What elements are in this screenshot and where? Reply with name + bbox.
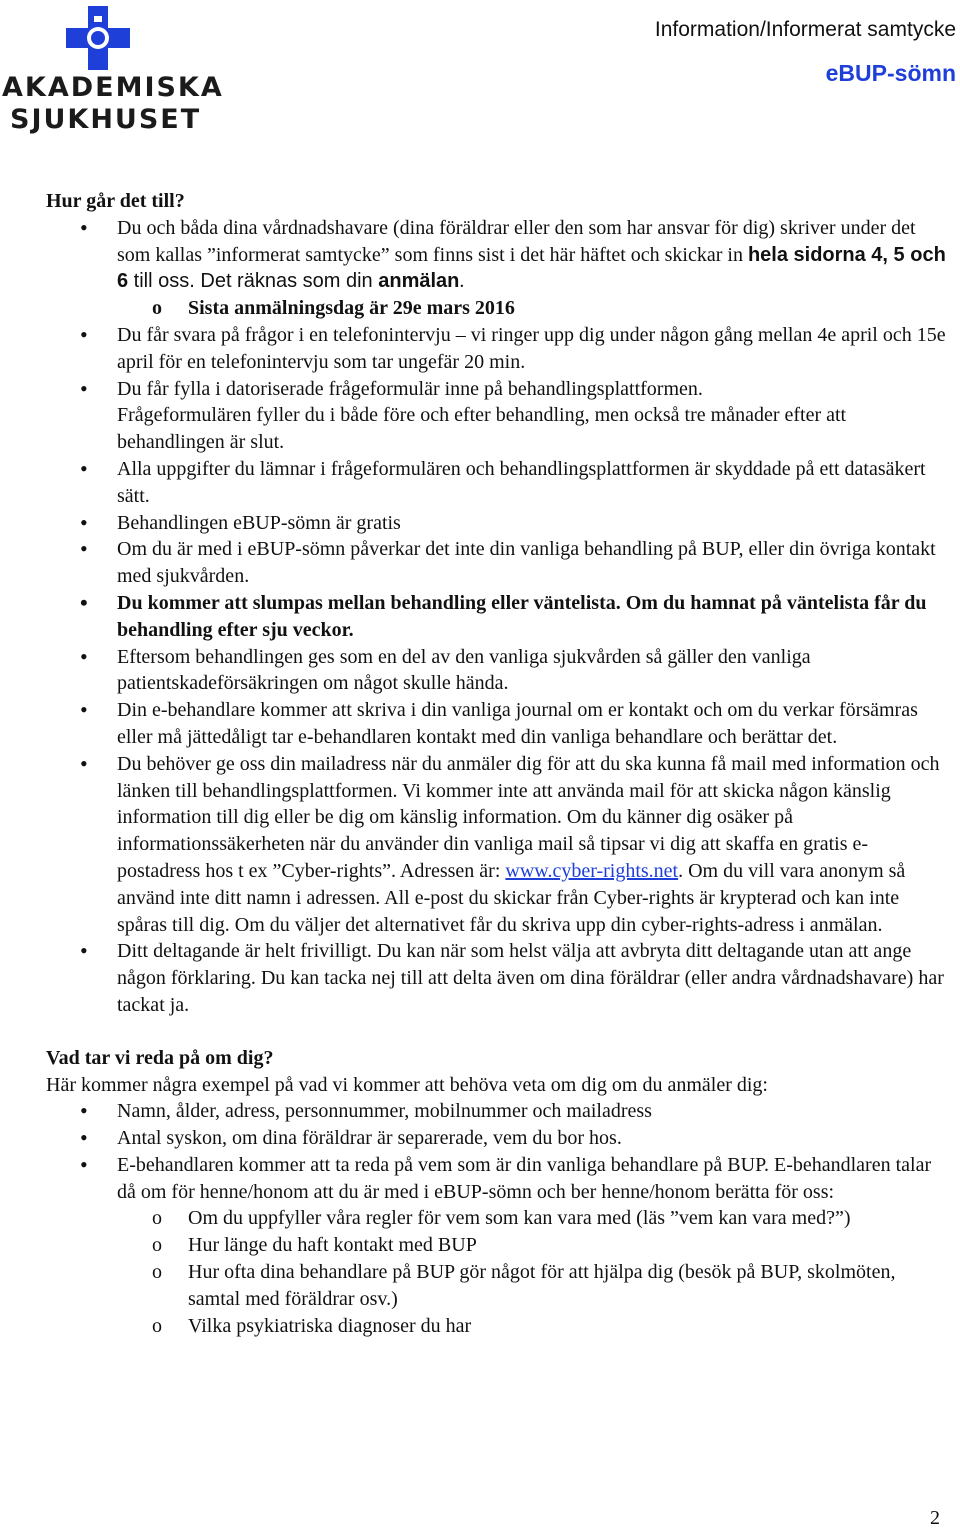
list-item: • Behandlingen eBUP-sömn är gratis [46,510,946,537]
list-item [46,590,946,644]
text: till oss. [128,270,201,293]
text: Du behöver ge oss din mailadress när du anmäler dig för att du ska kunna få mail med information och länken till behandlingsplattformen. Vi kommer inte att använda mail för att skicka någon känslig information till dig eller be dig om känslig information. Om du känner dig osäker på informationssäkerheten när du använder din vanliga mail så tipsar vi dig att skaffa en gratis e-postadress hos t ex ”Cyber-rights”. Adressen är: [117,752,940,882]
sub-list-item: o Vilka psykiatriska diagnoser du har [46,1313,946,1340]
list-item: • Namn, ålder, adress, personnummer, mobilnummer och mailadress [46,1098,946,1125]
list-item: • E-behandlaren kommer att ta reda på vem som är din vanliga behandlare på BUP. E-behandlaren talar då om för henne/honom att du är med i eBUP-sömn och ber henne/honom berätta för oss: [46,1152,946,1206]
cyber-rights-link[interactable]: www.cyber-rights.net [505,859,679,882]
section-heading-how: Hur går det till? [46,190,185,212]
text: Du och båda dina vårdnadshavare (dina föräldrar eller den som har ansvar för dig) skriver under det som kallas ”informerat samtycke” som finns sist i det här häftet och skickar in [117,216,916,266]
list-item: • Om du är med i eBUP-sömn påverkar det inte din vanliga behandling på BUP, eller din övriga kontakt med sjukvården. [46,536,946,590]
list-item [46,751,946,939]
list-paragraph: Frågeformulären fyller du i både före och efter behandling, men också tre månader efter att behandlingen är slut. [117,404,847,454]
text: Om du hamnat på väntelista får du behandling efter sju veckor. [117,591,927,641]
list-item [46,215,946,295]
bold-pages: hela sidorna 4, 5 och 6 [117,243,946,293]
logo-text-line1: AKADEMISKA [2,72,224,103]
sub-list-item: o Hur ofta dina behandlare på BUP gör något för att hjälpa dig (besök på BUP, skolmöten, samtal med föräldrar osv.) [46,1259,946,1313]
text: Du kommer att slumpas mellan behandling eller väntelista. [117,591,621,614]
cross-emblem-icon [66,6,130,70]
how-list [46,215,946,1019]
header-title: Information/Informerat samtycke [654,18,956,41]
text: Det räknas som din [200,270,379,293]
header-brand: eBUP-sömn [825,60,956,86]
list-item: • Ditt deltagande är helt frivilligt. Du kan när som helst välja att avbryta ditt deltagande utan att ange någon förklaring. Du kan tacka nej till att delta även om dina föräldrar (eller andra vårdnadshavare) har tackat ja. [46,938,946,1018]
section-heading-what: Vad tar vi reda på om dig? [46,1046,274,1069]
section-intro: Här kommer några exempel på vad vi kommer att behöva veta om dig om du anmäler dig: [46,1073,768,1096]
list-item: • Du får svara på frågor i en telefonintervju – vi ringer upp dig under någon gång mellan 4e april och 15e april för en telefonintervju som tar ungefär 20 min. [46,322,946,376]
list-item: • Eftersom behandlingen ges som en del av den vanliga sjukvården så gäller den vanliga patientskadeförsäkringen om något skulle hända. [46,644,946,698]
sub-list-item: o Om du uppfyller våra regler för vem som kan vara med (läs ”vem kan vara med?”) [46,1205,946,1232]
text: . [459,270,465,293]
list-item: • Antal syskon, om dina föräldrar är separerade, vem du bor hos. [46,1125,946,1152]
bold-anmalan: anmälan [378,270,460,293]
text: . Om du vill vara anonym så använd inte ditt namn i adressen. All e-post du skickar från Cyber-rights är krypterad och kan inte spåras till dig. Om du väljer det alternativet får du skriva upp din cyber-rights-adress i anmälan. [117,859,906,936]
hospital-logo [0,0,224,135]
list-item: • Alla uppgifter du lämnar i frågeformulären och behandlingsplattformen är skyddade på ett datasäkert sätt. [46,456,946,510]
spacer [46,1019,946,1045]
logo-text-line2: SJUKHUSET [10,104,202,135]
sub-list-item: o Sista anmälningsdag är 29e mars 2016 [46,295,946,322]
page-number: 2 [930,1507,940,1529]
document-body [46,188,946,1339]
list-item: • Du får fylla i datoriserade frågeformulär inne på behandlingsplattformen. [46,376,946,403]
what-list [46,1098,946,1339]
sub-list-item: o Hur länge du haft kontakt med BUP [46,1232,946,1259]
list-item: • Din e-behandlare kommer att skriva i din vanliga journal om er kontakt och om du verkar försämras eller må jättedåligt tar e-behandlaren kontakt med din vanliga behandlare och berättar det. [46,697,946,751]
